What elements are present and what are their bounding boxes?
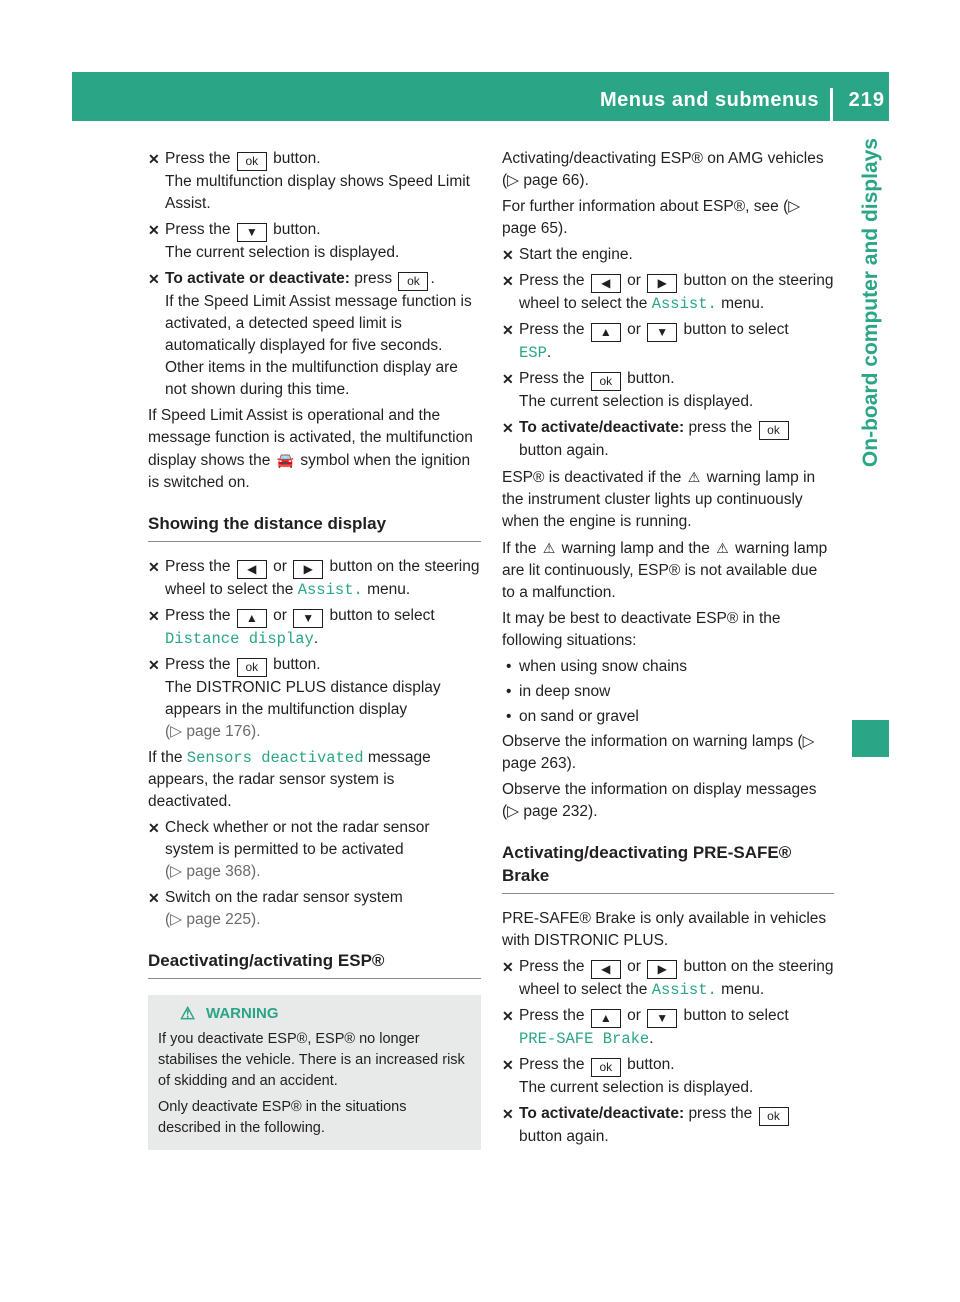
bullet-icon: • <box>506 708 512 725</box>
bullet-icon: • <box>506 683 512 700</box>
right-key-icon: ▶ <box>647 960 677 979</box>
page-reference[interactable]: (▷ page 368). <box>165 863 261 880</box>
deactivate-situations-paragraph: It may be best to deactivate ESP® in the following situations: <box>502 610 781 649</box>
up-key-icon: ▲ <box>591 323 621 342</box>
esp-info-paragraph: For further information about ESP®, see (▷ page 65). <box>502 198 801 237</box>
down-key-icon: ▼ <box>293 609 323 628</box>
menu-name: Assist. <box>651 981 717 999</box>
step-marker-icon: ✕ <box>148 222 160 238</box>
list-item: • in deep snow <box>502 681 834 703</box>
heading-pre-safe-brake: Activating/deactivating PRE-SAFE® Brake <box>502 841 834 894</box>
step-check-radar: ✕ Check whether or not the radar sensor system is permitted to be activated (▷ page 368). <box>148 819 430 880</box>
heading-distance-display: Showing the distance display <box>148 512 481 542</box>
display-messages-paragraph: Observe the information on display messages (▷ page 232). <box>502 781 817 820</box>
step-marker-icon: ✕ <box>148 890 160 906</box>
step-marker-icon: ✕ <box>148 608 160 624</box>
esp-malfunction-paragraph: If the ⚠ warning lamp and the ⚠ warning lamp are lit continuously, ESP® is not available due to a malfunction. <box>502 537 834 604</box>
step-marker-icon: ✕ <box>502 322 514 338</box>
step-confirm-pre-safe: ✕ Press the ok button. The current selection is displayed. <box>502 1056 754 1096</box>
page-reference[interactable]: (▷ page 225). <box>165 911 261 928</box>
amg-paragraph: Activating/deactivating ESP® on AMG vehicles (▷ page 66). <box>502 150 824 189</box>
speed-limit-paragraph: If Speed Limit Assist is operational and the message function is activated, the multifunction display shows the 🚘 symbol when the ignition is switched on. <box>148 407 473 491</box>
esp-off-warning-lamp-icon: ⚠ <box>716 540 729 556</box>
warning-text: If you deactivate ESP®, ESP® no longer stabilises the vehicle. There is an increased risk of skidding and an accident. <box>158 1031 465 1089</box>
step-marker-icon: ✕ <box>148 559 160 575</box>
step-select-assist: ✕ Press the ◀ or ▶ button on the steering wheel to select the Assist. menu. <box>502 958 834 999</box>
step-toggle-pre-safe: ✕ To activate/deactivate: press the ok button again. <box>502 1103 834 1148</box>
step-toggle-esp: ✕ To activate/deactivate: press the ok button again. <box>502 417 834 462</box>
menu-item-name: PRE-SAFE Brake <box>519 1030 650 1048</box>
step-marker-icon: ✕ <box>502 959 514 975</box>
menu-name: Assist. <box>297 581 363 599</box>
left-key-icon: ◀ <box>237 560 267 579</box>
step-marker-icon: ✕ <box>148 151 160 167</box>
warning-box <box>148 995 481 1150</box>
pre-safe-paragraph: PRE-SAFE® Brake is only available in vehicles with DISTRONIC PLUS. <box>502 910 827 949</box>
step-press-ok: ✕ Press the ok button. The multifunction display shows Speed Limit Assist. <box>148 150 470 212</box>
step-marker-icon: ✕ <box>148 657 160 673</box>
esp-off-warning-lamp-icon: ⚠ <box>687 469 701 485</box>
step-marker-icon: ✕ <box>148 271 160 287</box>
chapter-tab <box>852 138 889 698</box>
warning-title: ⚠ WARNING <box>180 1004 279 1023</box>
list-item: • on sand or gravel <box>502 706 834 728</box>
down-key-icon: ▼ <box>647 323 677 342</box>
header-divider <box>830 88 833 121</box>
display-message: Sensors deactivated <box>186 749 364 767</box>
step-marker-icon: ✕ <box>502 273 514 289</box>
chapter-marker <box>852 720 889 757</box>
menu-item-name: ESP <box>519 344 547 362</box>
right-key-icon: ▶ <box>293 560 323 579</box>
ok-key-icon: ok <box>591 1058 621 1077</box>
ok-key-icon: ok <box>398 272 428 291</box>
step-select-distance-display: ✕ Press the ▲ or ▼ button to select Distance display. <box>148 607 435 648</box>
ok-key-icon: ok <box>237 152 267 171</box>
menu-name: Assist. <box>651 295 717 313</box>
step-marker-icon: ✕ <box>502 1057 514 1073</box>
warning-triangle-icon: ⚠ <box>180 1004 196 1023</box>
left-column <box>148 148 481 1150</box>
down-key-icon: ▼ <box>647 1009 677 1028</box>
up-key-icon: ▲ <box>237 609 267 628</box>
step-start-engine: ✕ Start the engine. <box>502 244 834 266</box>
step-marker-icon: ✕ <box>502 1008 514 1024</box>
up-key-icon: ▲ <box>591 1009 621 1028</box>
page-header <box>72 72 889 121</box>
esp-off-paragraph: ESP® is deactivated if the ⚠ warning lamp in the instrument cluster lights up continuously when the engine is running. <box>502 466 834 533</box>
speed-limit-car-icon: 🚘 <box>276 452 295 468</box>
warning-text: Only deactivate ESP® in the situations described in the following. <box>158 1099 407 1136</box>
ok-key-icon: ok <box>759 421 789 440</box>
menu-item-name: Distance display <box>165 630 314 648</box>
bullet-icon: • <box>506 658 512 675</box>
esp-warning-lamp-icon: ⚠ <box>542 540 556 556</box>
heading-esp: Deactivating/activating ESP® <box>148 949 481 979</box>
step-marker-icon: ✕ <box>502 420 514 436</box>
step-switch-on-radar: ✕ Switch on the radar sensor system (▷ page 225). <box>148 889 403 928</box>
step-select-assist: ✕ Press the ◀ or ▶ button on the steering wheel to select the Assist. menu. <box>502 272 834 313</box>
right-column <box>502 148 834 1152</box>
step-confirm-distance: ✕ Press the ok button. The DISTRONIC PLUS distance display appears in the multifunction display (▷ page 176). <box>148 656 441 740</box>
step-select-assist: ✕ Press the ◀ or ▶ button on the steering wheel to select the Assist. menu. <box>148 558 480 599</box>
list-item: • when using snow chains <box>502 656 834 678</box>
page-number: 219 <box>848 89 885 111</box>
left-key-icon: ◀ <box>591 274 621 293</box>
sensors-paragraph: If the Sensors deactivated message appears, the radar sensor system is deactivated. <box>148 749 431 810</box>
step-marker-icon: ✕ <box>502 1106 514 1122</box>
left-key-icon: ◀ <box>591 960 621 979</box>
ok-key-icon: ok <box>759 1107 789 1126</box>
step-activate-deactivate: ✕ To activate or deactivate: press ok . If the Speed Limit Assist message function is activated, a detected speed limit is automatically displayed for five seconds. Other items in the multifunction display are not shown during this time. <box>148 270 472 398</box>
step-marker-icon: ✕ <box>502 371 514 387</box>
step-select-pre-safe: ✕ Press the ▲ or ▼ button to select PRE-SAFE Brake. <box>502 1007 789 1048</box>
step-confirm-esp: ✕ Press the ok button. The current selection is displayed. <box>502 370 754 410</box>
step-marker-icon: ✕ <box>148 820 160 836</box>
right-key-icon: ▶ <box>647 274 677 293</box>
ok-key-icon: ok <box>591 372 621 391</box>
ok-key-icon: ok <box>237 658 267 677</box>
step-press-down: ✕ Press the ▼ button. The current selection is displayed. <box>148 221 400 261</box>
down-key-icon: ▼ <box>237 223 267 242</box>
warning-lamps-paragraph: Observe the information on warning lamps (▷ page 263). <box>502 733 815 772</box>
section-title: Menus and submenus <box>599 89 819 111</box>
chapter-tab-label: On-board computer and displays <box>859 138 882 468</box>
page-reference[interactable]: (▷ page 176). <box>165 723 261 740</box>
step-select-esp: ✕ Press the ▲ or ▼ button to select ESP. <box>502 321 789 362</box>
step-marker-icon: ✕ <box>502 247 514 263</box>
